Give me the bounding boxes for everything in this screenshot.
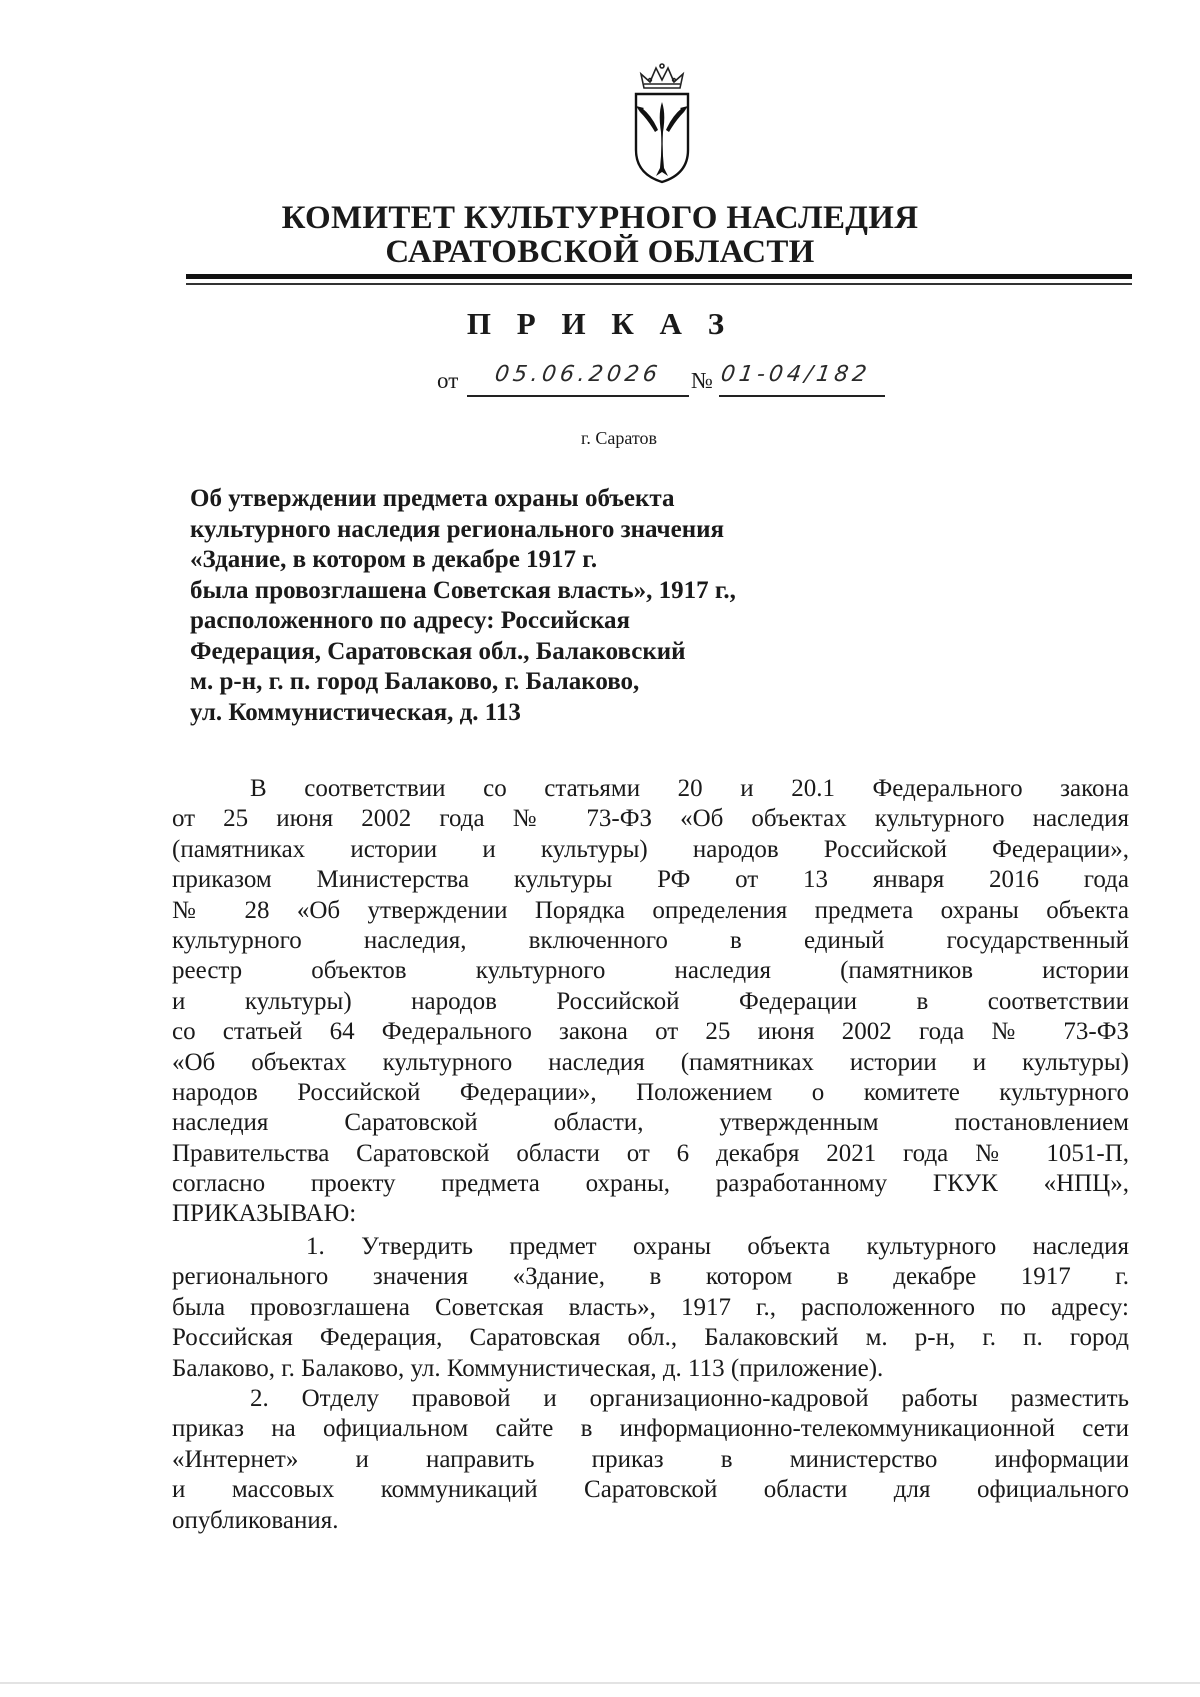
order-subject xyxy=(190,484,890,728)
body-line: Правительства Саратовской области от 6 декабря 2021 года № 1051-П, xyxy=(172,1139,1129,1167)
body-line: регионального значения «Здание, в котором в декабре 1917 г. xyxy=(172,1263,1129,1291)
body-line: народов Российской Федерации», Положением о комитете культурного xyxy=(172,1078,1129,1106)
number-underline xyxy=(719,395,885,397)
document-type-title: П Р И К А З xyxy=(466,306,734,341)
body-line: № 28 «Об утверждении Порядка определения предмета охраны объекта xyxy=(172,896,1129,924)
subject-line: была провозглашена Советская власть», 1917 г., xyxy=(190,576,736,604)
body-line: 1. Утвердить предмет охраны объекта культурного наследия xyxy=(306,1233,1129,1260)
subject-line: ул. Коммунистическая, д. 113 xyxy=(190,698,521,726)
header-divider-thin xyxy=(186,283,1132,285)
issue-city: г. Саратов xyxy=(581,428,657,448)
order-date-handwritten: 05.06.2026 xyxy=(493,362,663,387)
subject-line: м. р-н, г. п. город Балаково, г. Балаково, xyxy=(190,668,640,695)
body-line: была провозглашена Советская власть», 1917 г., расположенного по адресу: xyxy=(172,1293,1129,1321)
body-line: приказ на официальном сайте в информационно-телекоммуникационной сети xyxy=(172,1415,1129,1443)
subject-line: культурного наследия регионального значения xyxy=(190,515,725,543)
body-line: и культуры) народов Российской Федерации в соответствии xyxy=(172,987,1129,1015)
preamble-paragraph xyxy=(172,774,1129,1230)
body-line: со статьей 64 Федерального закона от 25 июня 2002 года № 73-ФЗ xyxy=(172,1018,1129,1046)
body-line: от 25 июня 2002 года № 73-ФЗ «Об объектах культурного наследия xyxy=(172,805,1129,833)
body-line: культурного наследия, включенного в единый государственный xyxy=(172,926,1129,954)
order-command-word: ПРИКАЗЫВАЮ: xyxy=(172,1200,357,1228)
body-line: наследия Саратовской области, утвержденным постановлением xyxy=(172,1109,1129,1137)
date-prefix: от xyxy=(437,368,459,393)
body-line: опубликования. xyxy=(172,1506,339,1534)
subject-line: Об утверждении предмета охраны объекта xyxy=(190,485,675,512)
body-line: «Интернет» и направить приказ в министерство информации xyxy=(172,1445,1129,1473)
order-item-1 xyxy=(172,1232,1129,1384)
number-prefix: № xyxy=(691,368,713,393)
subject-line: Федерация, Саратовская обл., Балаковский xyxy=(190,637,686,665)
subject-line: расположенного по адресу: Российская xyxy=(190,607,631,634)
organization-name-line-2: САРАТОВСКОЙ ОБЛАСТИ xyxy=(385,234,815,270)
body-line: Российская Федерация, Саратовская обл., Балаковский м. р-н, г. п. город xyxy=(172,1324,1129,1352)
organization-name-line-1: КОМИТЕТ КУЛЬТУРНОГО НАСЛЕДИЯ xyxy=(281,200,919,236)
date-underline xyxy=(467,395,689,397)
scan-edge-line xyxy=(0,1682,1200,1684)
body-line: (памятниках истории и культуры) народов Российской Федерации», xyxy=(172,835,1129,863)
saratov-coat-of-arms-emblem xyxy=(620,62,704,186)
body-line: В соответствии со статьями 20 и 20.1 Федерального закона xyxy=(250,775,1129,802)
order-item-2 xyxy=(172,1384,1129,1536)
order-number-handwritten: 01-04/182 xyxy=(719,362,873,387)
header-divider-thick xyxy=(186,274,1132,279)
body-line: 2. Отделу правовой и организационно-кадровой работы разместить xyxy=(250,1385,1129,1412)
body-line: приказом Министерства культуры РФ от 13 января 2016 года xyxy=(172,866,1129,894)
body-line: и массовых коммуникаций Саратовской области для официального xyxy=(172,1476,1129,1504)
body-line: «Об объектах культурного наследия (памятниках истории и культуры) xyxy=(172,1048,1129,1076)
body-line: реестр объектов культурного наследия (памятников истории xyxy=(172,957,1129,985)
body-line: Балаково, г. Балаково, ул. Коммунистическая, д. 113 (приложение). xyxy=(172,1354,884,1382)
body-line: согласно проекту предмета охраны, разработанному ГКУК «НПЦ», xyxy=(172,1170,1129,1198)
subject-line: «Здание, в котором в декабре 1917 г. xyxy=(190,546,598,573)
